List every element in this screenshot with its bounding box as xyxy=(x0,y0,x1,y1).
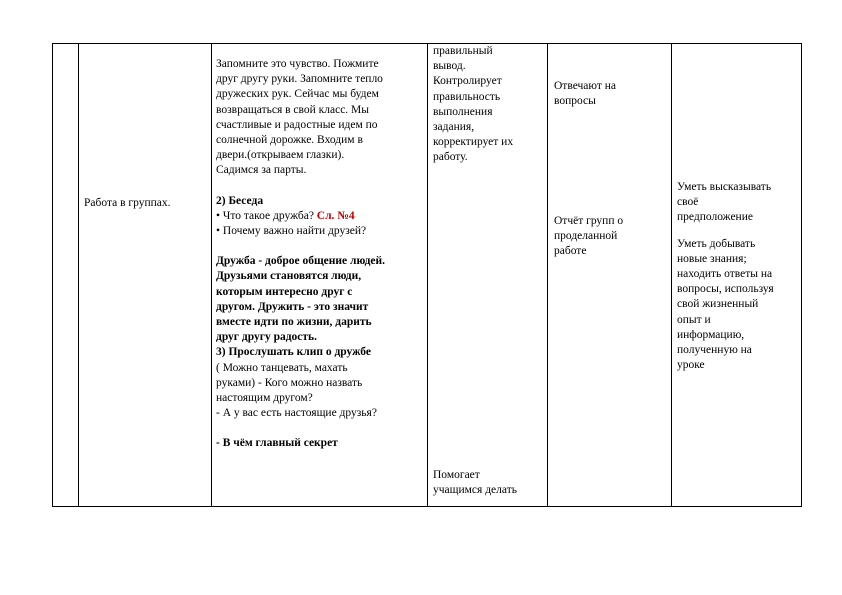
teacher-activity-line: вывод. xyxy=(433,60,466,73)
work-form-cell xyxy=(84,196,208,211)
lesson-table xyxy=(52,43,802,507)
question-text: • Что такое дружба? xyxy=(216,209,314,222)
skill-line: предположение xyxy=(677,211,753,224)
teacher-activity-line: работу. xyxy=(433,151,468,164)
teacher-activity-line: учащимся делать xyxy=(433,484,517,497)
skill-line: уроке xyxy=(677,359,705,372)
clip-title: 3) Прослушать клип о дружбе xyxy=(216,346,371,359)
student-activity-line: работе xyxy=(554,245,587,258)
teacher-activity-line: правильный xyxy=(433,45,493,57)
clip-line: ( Можно танцевать, махать xyxy=(216,361,348,374)
intro-line: солнечной дорожке. Входим в xyxy=(216,134,363,147)
intro-line: двери.(открываем глазки). xyxy=(216,149,345,162)
skill-line: своё xyxy=(677,196,699,209)
student-activity-line: вопросы xyxy=(554,95,596,108)
friendship-line: другом. Дружить - это значит xyxy=(216,300,369,313)
teacher-activity-line: выполнения xyxy=(433,105,493,118)
teacher-activity-line: корректирует их xyxy=(433,136,514,149)
clip-line: - А у вас есть настоящие друзья? xyxy=(216,407,377,420)
teacher-activity-line: Контролирует xyxy=(433,75,502,88)
work-form-label: Работа в группах. xyxy=(84,197,171,209)
student-report-cell xyxy=(554,214,668,260)
friendship-line: которым интересно друг с xyxy=(216,285,353,298)
intro-line: Садимся за парты. xyxy=(216,164,307,177)
question-item: • Почему важно найти друзей? xyxy=(216,225,367,238)
skill-line: опыт и xyxy=(677,313,711,326)
student-activity-line: Отчёт групп о xyxy=(554,215,624,227)
friendship-line: Дружба - доброе общение людей. xyxy=(216,255,386,268)
skill-line: находить ответы на xyxy=(677,268,773,281)
intro-line: счастливые и радостные идем по xyxy=(216,118,378,131)
intro-line: возвращаться в свой класс. Мы xyxy=(216,103,370,116)
skill-line: новые знания; xyxy=(677,252,747,265)
question-item xyxy=(216,209,424,224)
intro-line: дружеских рук. Сейчас мы будем xyxy=(216,88,379,101)
beseda-title: 2) Беседа xyxy=(216,194,264,207)
column-divider xyxy=(211,44,212,506)
teacher-content-cell xyxy=(216,57,424,452)
intro-line: Запомните это чувство. Пожмите xyxy=(216,58,379,70)
skill-line: свой жизненный xyxy=(677,298,759,311)
student-activity-line: проделанной xyxy=(554,230,618,243)
clip-line: настоящим другом? xyxy=(216,392,313,405)
teacher-activity-line: Помогает xyxy=(433,469,480,481)
intro-line: друг другу руки. Запомните тепло xyxy=(216,73,383,86)
student-activity-line: Отвечают на xyxy=(554,80,616,92)
skills-cell xyxy=(677,180,801,373)
column-divider xyxy=(427,44,428,506)
friendship-line: вместе идти по жизни, дарить xyxy=(216,316,372,329)
slide-reference: Сл. №4 xyxy=(316,209,355,222)
teacher-activity-line: правильность xyxy=(433,90,501,103)
teacher-activity-cell xyxy=(433,44,545,166)
skill-line: Уметь добывать xyxy=(677,237,756,250)
column-divider xyxy=(671,44,672,506)
skill-line: Уметь высказывать xyxy=(677,181,772,193)
column-divider xyxy=(547,44,548,506)
skill-line: полученную на xyxy=(677,344,752,357)
friendship-line: друг другу радость. xyxy=(216,331,317,344)
column-divider xyxy=(78,44,79,506)
skill-line: вопросы, используя xyxy=(677,283,774,296)
teacher-activity-line: задания, xyxy=(433,121,475,134)
secret-line: - В чём главный секрет xyxy=(216,437,338,450)
friendship-line: Друзьями становятся люди, xyxy=(216,270,362,283)
clip-line: руками) - Кого можно назвать xyxy=(216,376,363,389)
student-activity-cell xyxy=(554,79,668,109)
teacher-activity-bottom xyxy=(433,468,545,498)
skill-line: информацию, xyxy=(677,328,745,341)
